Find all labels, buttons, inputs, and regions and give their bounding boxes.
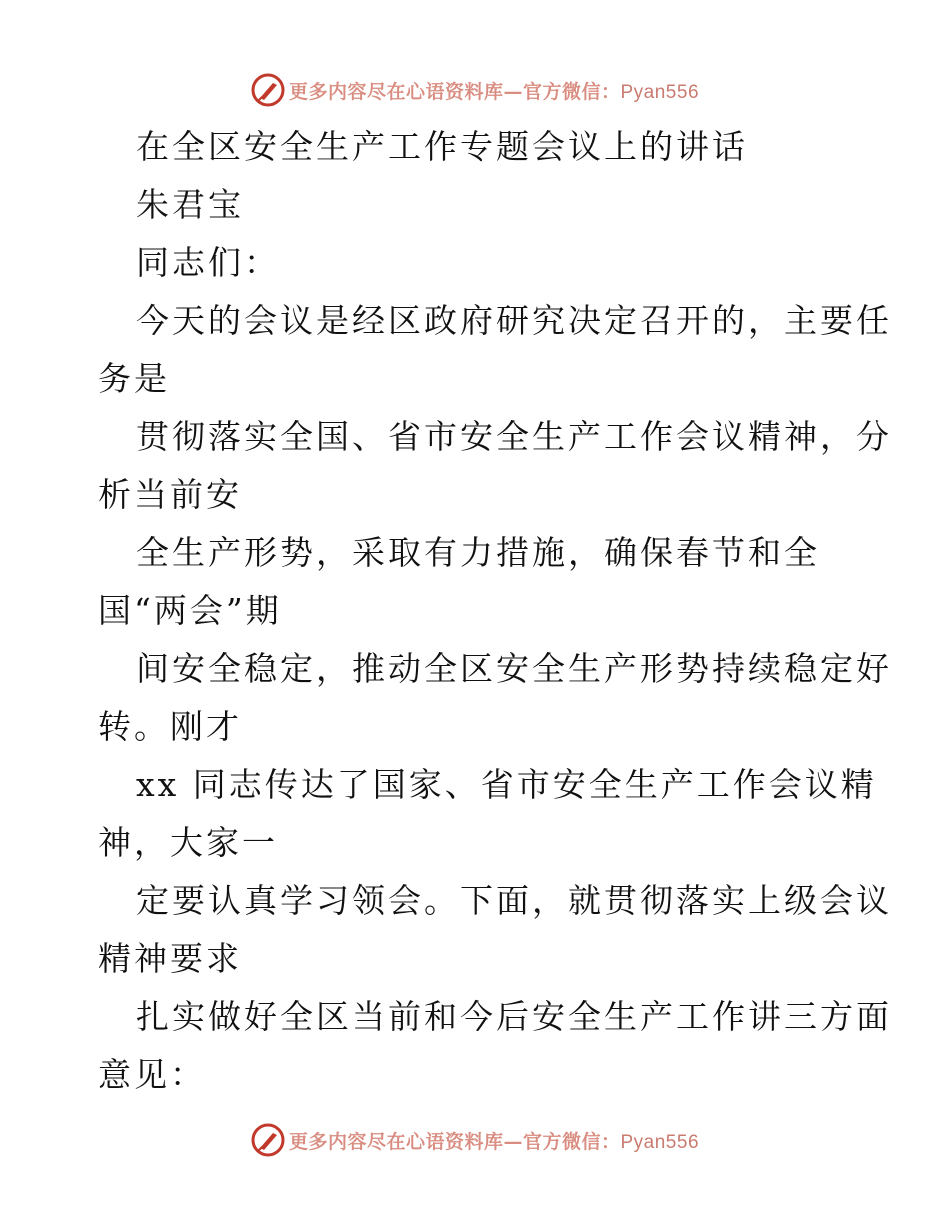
text-line: 转。刚才 (98, 707, 242, 746)
document-greeting: 同志们： (136, 243, 280, 282)
paragraph-lines (98, 292, 892, 1104)
document-title: 在全区安全生产工作专题会议上的讲话 (136, 127, 748, 166)
text-line: 间安全稳定，推动全区安全生产形势持续稳定好 (136, 649, 892, 688)
text-line: 精神要求 (98, 939, 242, 978)
text-line: 神，大家一 (98, 823, 278, 862)
text-line: 定要认真学习领会。下面，就贯彻落实上级会议 (136, 881, 892, 920)
header-watermark (0, 70, 950, 110)
document-body (98, 118, 892, 1104)
document-author: 朱君宝 (136, 185, 244, 224)
text-line: 意见： (98, 1055, 206, 1094)
watermark-text: 更多内容尽在心语资料库—官方微信：Pyan556 (288, 80, 700, 103)
text-line: 贯彻落实全国、省市安全生产工作会议精神，分 (136, 417, 892, 456)
watermark-text: 更多内容尽在心语资料库—官方微信：Pyan556 (288, 1130, 700, 1153)
text-line: 扎实做好全区当前和今后安全生产工作讲三方面 (136, 997, 892, 1036)
text-line: 全生产形势，采取有力措施，确保春节和全 (136, 533, 820, 572)
footer-watermark (0, 1120, 950, 1160)
text-line: 今天的会议是经区政府研究决定召开的，主要任 (136, 301, 892, 340)
quill-logo-icon (251, 73, 285, 107)
text-line: 析当前安 (98, 475, 242, 514)
text-line: xx 同志传达了国家、省市安全生产工作会议精 (136, 765, 877, 804)
text-line: 国“两会”期 (98, 591, 282, 630)
quill-logo-icon (251, 1123, 285, 1157)
text-line: 务是 (98, 359, 170, 398)
